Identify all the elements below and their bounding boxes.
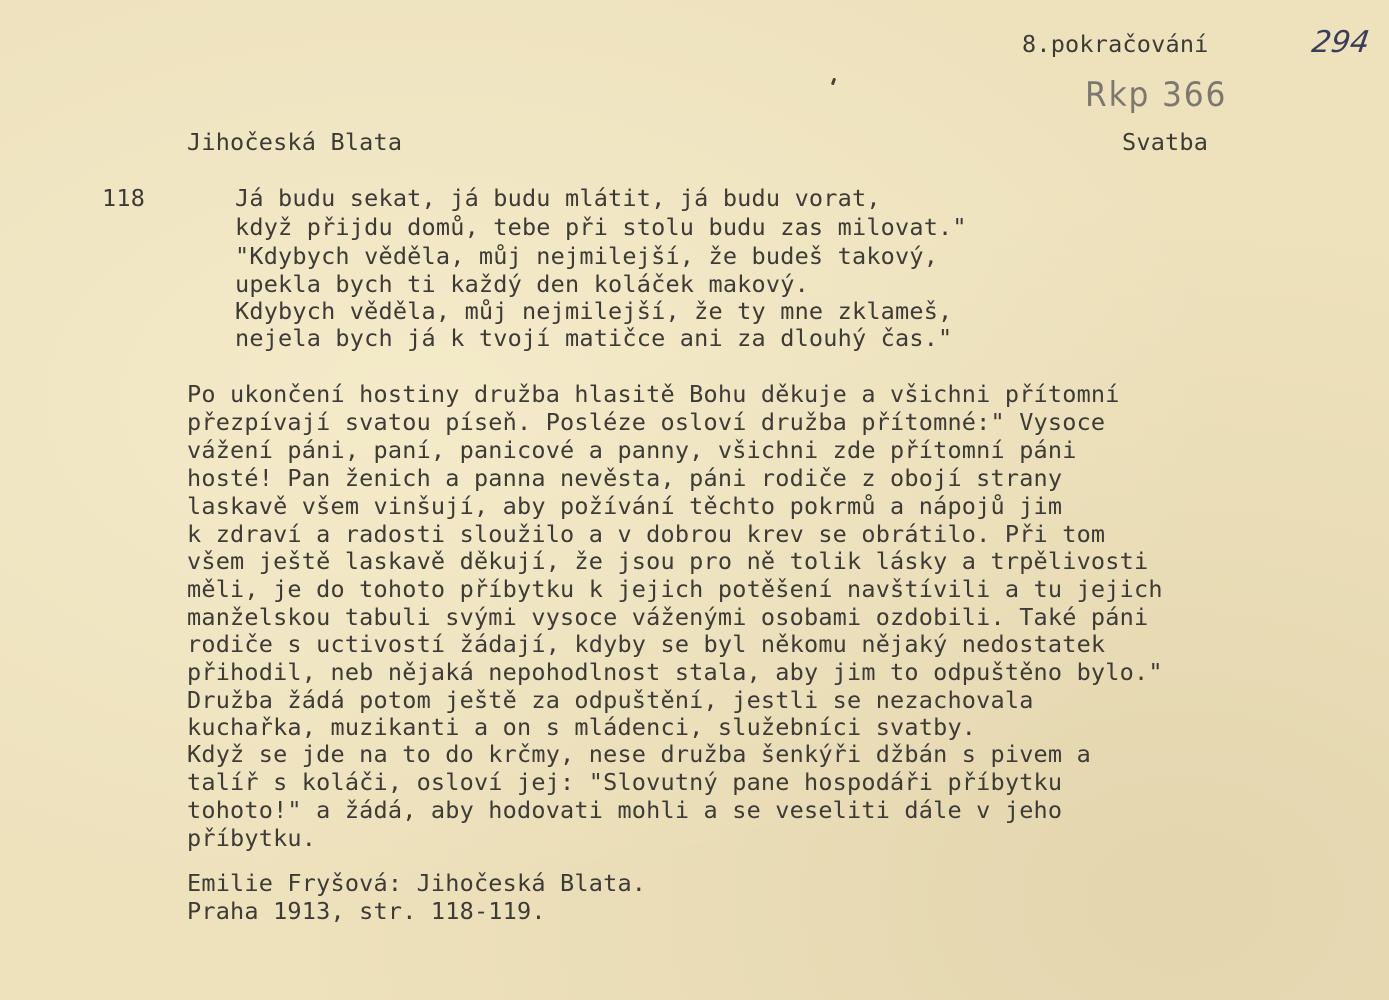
paragraph-line: tohoto!" a žádá, aby hodovati mohli a se veseliti dále v jeho (187, 796, 1063, 824)
paragraph-line: manželskou tabuli svými vysoce váženými osobami ozdobili. Také páni (187, 603, 1149, 631)
paragraph-line: rodiče s uctivostí žádají, kdyby se byl někomu nějaký nedostatek (187, 630, 1106, 658)
paragraph-line: k zdraví a radosti sloužilo a v dobrou krev se obrátilo. Při tom (187, 520, 1106, 548)
continuation-label: 8.pokračování (1022, 30, 1209, 58)
paragraph-line: příbytku. (187, 824, 317, 852)
source-line: Emilie Fryšová: Jihočeská Blata. (187, 869, 647, 897)
paragraph-line: všem ještě laskavě děkují, že jsou pro ně tolik lásky a trpělivosti (187, 547, 1149, 575)
paragraph-line: měli, je do tohoto příbytku k jejich potěšení navštívili a tu jejich (187, 575, 1163, 603)
paragraph-line: Družba žádá potom ještě za odpuštění, jestli se nezachovala (187, 686, 1034, 714)
paragraph-line: přezpívají svatou píseň. Posléze osloví družba přítomné:" Vysoce (187, 408, 1106, 436)
source-line: Praha 1913, str. 118-119. (187, 897, 546, 925)
manuscript-reference: Rkp 366 (1085, 75, 1228, 115)
paragraph-line: Když se jde na to do krčmy, nese družba šenkýři džbán s pivem a (187, 740, 1091, 768)
verse-line: Kdybych věděla, můj nejmilejší, že ty mne zklameš, (235, 297, 953, 325)
verse-line: nejela bych já k tvojí matičce ani za dlouhý čas." (235, 324, 953, 352)
paragraph-line: přihodil, neb nějaká nepohodlnost stala, aby jim to odpuštěno bylo." (187, 658, 1163, 686)
paragraph-line: talíř s koláči, osloví jej: "Slovutný pane hospodáři příbytku (187, 768, 1063, 796)
region-heading: Jihočeská Blata (187, 128, 403, 156)
paragraph-line: Po ukončení hostiny družba hlasitě Bohu děkuje a všichni přítomní (187, 380, 1120, 408)
topic-heading: Svatba (1122, 128, 1209, 156)
verse-line: upekla bych ti každý den koláček makový. (235, 270, 809, 298)
verse-line: když přijdu domů, tebe při stolu budu zas milovat." (235, 213, 967, 241)
page-number-handwritten: 294 (1309, 25, 1372, 60)
entry-number: 118 (102, 184, 146, 212)
paragraph-line: vážení páni, paní, panicové a panny, všichni zde přítomní páni (187, 436, 1077, 464)
verse-line: Já budu sekat, já budu mlátit, já budu vorat, (235, 184, 881, 212)
ink-speck (831, 78, 836, 86)
paragraph-line: kuchařka, muzikanti a on s mládenci, služebníci svatby. (187, 713, 977, 741)
paragraph-line: hosté! Pan ženich a panna nevěsta, páni rodiče z obojí strany (187, 464, 1063, 492)
paragraph-line: laskavě všem vinšují, aby požívání těchto pokrmů a nápojů jim (187, 492, 1063, 520)
verse-line: "Kdybych věděla, můj nejmilejší, že budeš takový, (235, 242, 939, 270)
